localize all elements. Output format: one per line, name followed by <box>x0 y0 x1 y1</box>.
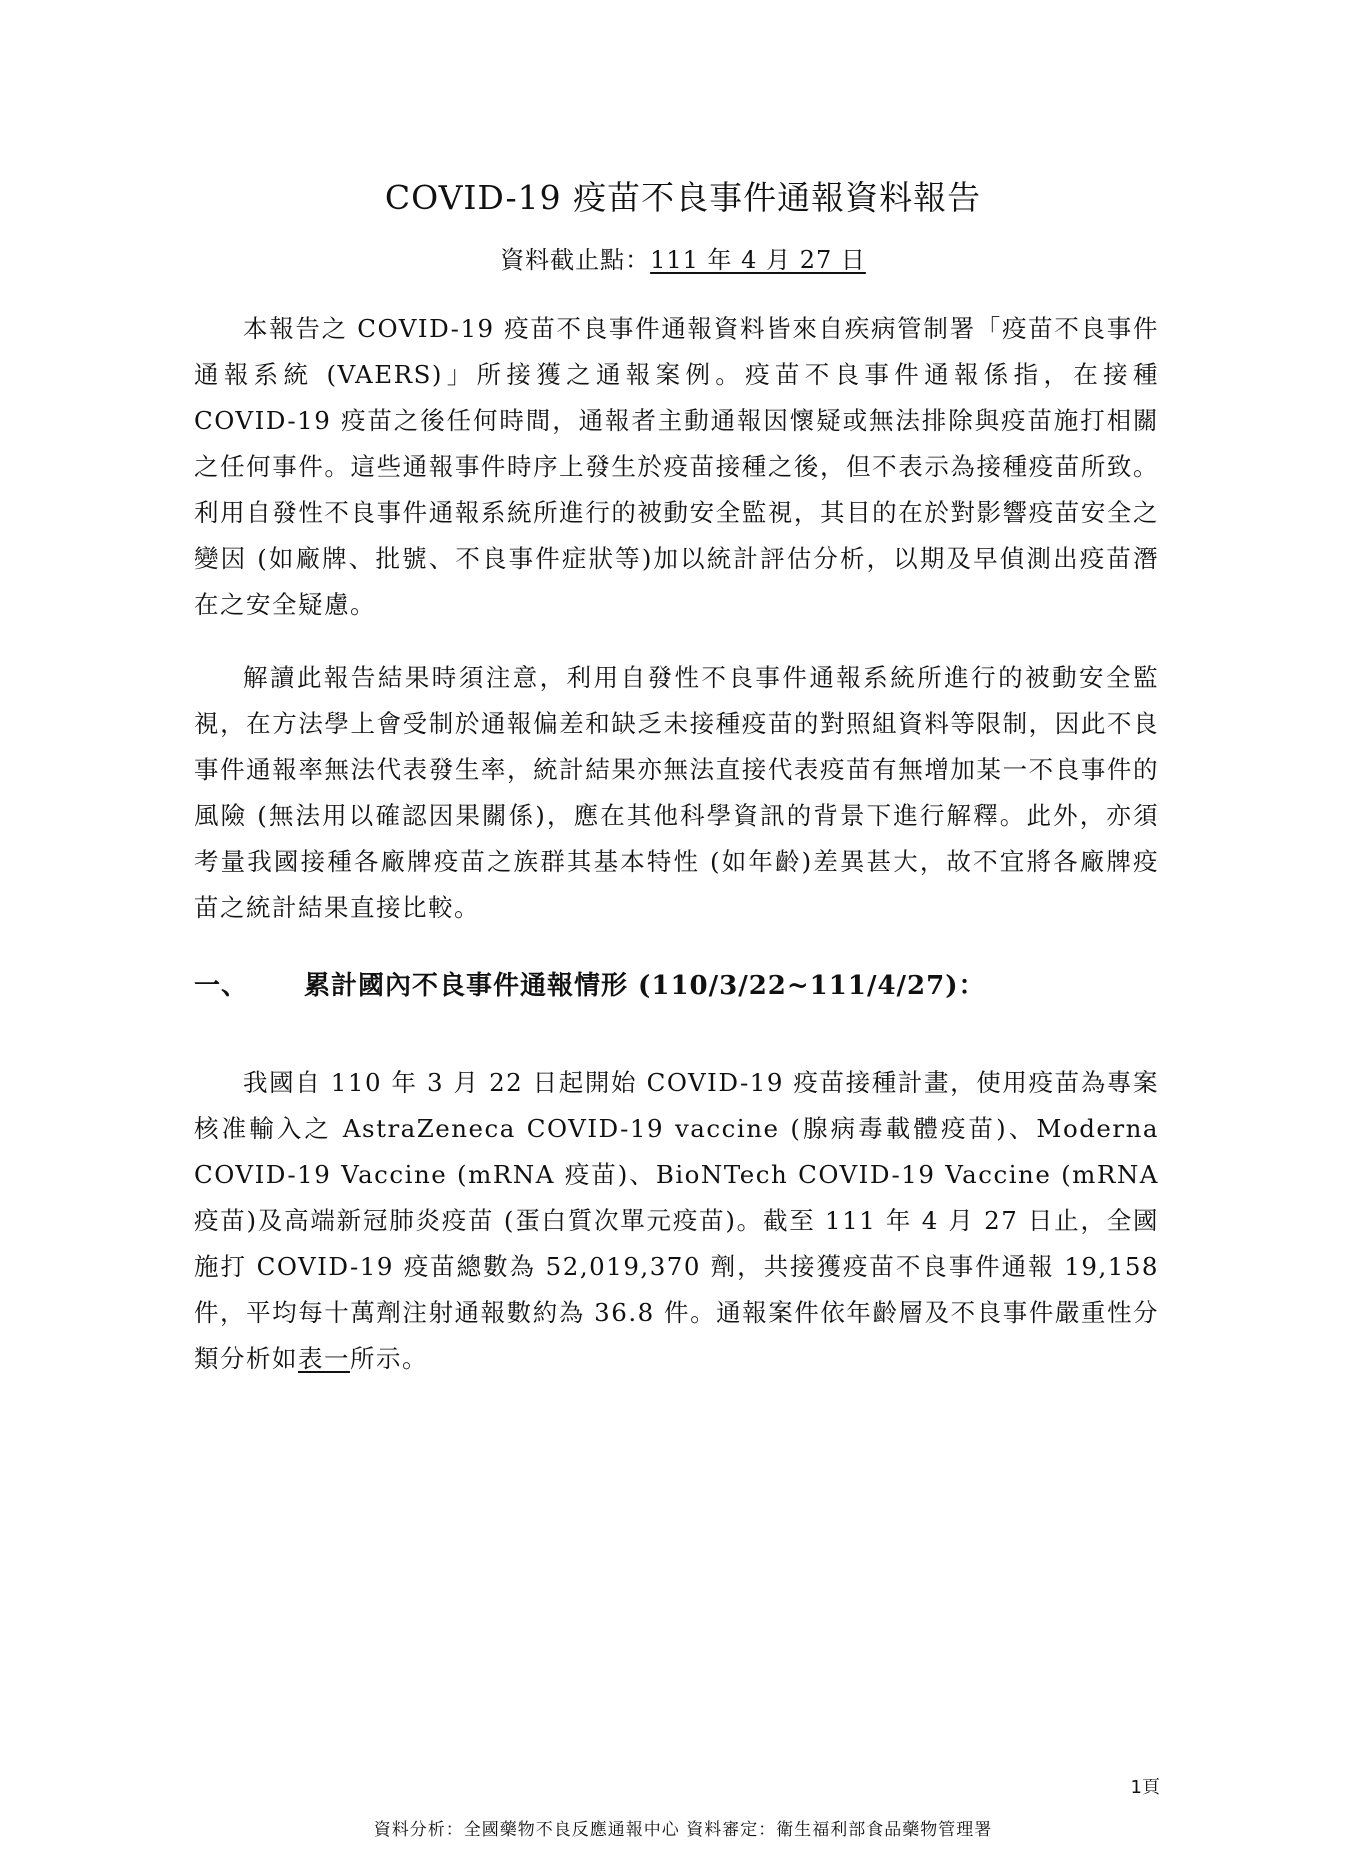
cutoff-date: 111 年 4 月 27 日 <box>650 246 866 274</box>
summary-paragraph <box>194 1060 1159 1382</box>
section-1-heading <box>194 965 1159 1002</box>
table-1-reference[interactable]: 表一 <box>298 1344 350 1373</box>
report-title: COVID-19 疫苗不良事件通報資料報告 <box>384 178 982 217</box>
interpretation-paragraph: 解讀此報告結果時須注意，利用自發性不良事件通報系統所進行的被動安全監視，在方法學上會受制於通報偏差和缺乏未接種疫苗的對照組資料等限制，因此不良事件通報率無法代表發生率，統計結果亦無法直接代表疫苗有無增加某一不良事件的風險 (無法用以確認因果關係)，應在其他科學資訊的背景下進行解釋。此外，亦須考量我國接種各廠牌疫苗之族群其基本特性 (如年齡)差異甚大，故不宜將各廠牌疫苗之統計結果直接比較。 <box>194 663 1159 922</box>
cutoff-label: 資料截止點： <box>500 246 651 274</box>
page-number: 1頁 <box>1130 1777 1160 1798</box>
intro-paragraph: 本報告之 COVID-19 疫苗不良事件通報資料皆來自疾病管制署「疫苗不良事件通報系統 (VAERS)」所接獲之通報案例。疫苗不良事件通報係指，在接種 COVID-19 疫苗之後任何時間，通報者主動通報因懷疑或無法排除與疫苗施打相關之任何事件。這些通報事件時序上發生於疫苗接種之後，但不表示為接種疫苗所致。利用自發性不良事件通報系統所進行的被動安全監視，其目的在於對影響疫苗安全之變因 (如廠牌、批號、不良事件症狀等)加以統計評估分析，以期及早偵測出疫苗潛在之安全疑慮。 <box>194 314 1159 619</box>
summary-text: 我國自 110 年 3 月 22 日起開始 COVID-19 疫苗接種計畫，使用疫苗為專案核准輸入之 AstraZeneca COVID-19 vaccine (腺病毒載體疫苗)、Moderna COVID-19 Vaccine (mRNA 疫苗)、BioNTech COVID-19 Vaccine (mRNA 疫苗)及高端新冠肺炎疫苗 (蛋白質次單元疫苗)。截至 111 年 4 月 27 日止，全國施打 COVID-19 疫苗總數為 52,019,370 劑，共接獲疫苗不良事件通報 19,158 件，平均每十萬劑注射通報數約為 36.8 件。通報案件依年齡層及不良事件嚴重性分類分析如 <box>194 1068 1159 1373</box>
page-footer: 資料分析：全國藥物不良反應通報中心 資料審定：衛生福利部食品藥物管理署 <box>373 1820 993 1840</box>
section-1-title: 累計國內不良事件通報情形 (110/3/22~111/4/27)： <box>304 971 986 1001</box>
summary-text-end: 所示。 <box>350 1344 428 1373</box>
section-1-number: 一、 <box>194 971 249 1001</box>
data-cutoff-line <box>0 240 1366 275</box>
